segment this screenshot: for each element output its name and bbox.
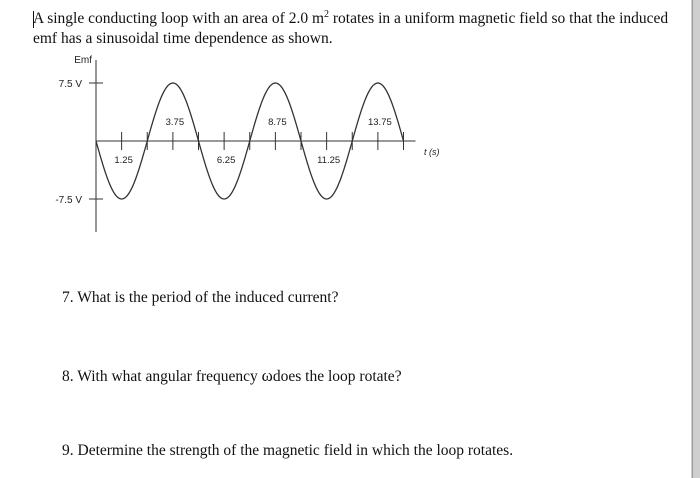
x-tick-label-below: 6.25 bbox=[216, 155, 236, 166]
intro-text-after: rotates in a uniform magnetic field so that the induced emf has a sinusoidal time dependence as shown. bbox=[33, 10, 669, 47]
y-axis-title: Emf bbox=[74, 55, 92, 66]
question-9: 9. Determine the strength of the magnetic field in which the loop rotates. bbox=[62, 442, 514, 459]
x-tick-label-below: 11.25 bbox=[317, 155, 341, 166]
question-8 bbox=[62, 366, 402, 386]
y-tick-label: -7.5 V bbox=[55, 195, 82, 206]
question-7: 7. What is the period of the induced current? bbox=[62, 289, 339, 306]
window-edge bbox=[691, 0, 700, 478]
question-8-after: does the loop rotate? bbox=[272, 368, 402, 385]
y-tick-label: 7.5 V bbox=[58, 79, 82, 90]
x-tick-label-above: 13.75 bbox=[367, 117, 392, 128]
question-8-before: 8. With what angular frequency bbox=[62, 368, 262, 385]
intro-superscript: 2 bbox=[324, 8, 329, 20]
x-tick-label-above: 3.75 bbox=[165, 117, 185, 128]
intro-text-before: A single conducting loop with an area of 2.0 m bbox=[33, 10, 324, 27]
x-tick-label-above: 8.75 bbox=[268, 117, 287, 128]
x-tick-label-below: 1.25 bbox=[114, 155, 133, 166]
x-axis-title: t (s) bbox=[424, 147, 440, 157]
omega-symbol: ω bbox=[261, 366, 273, 385]
